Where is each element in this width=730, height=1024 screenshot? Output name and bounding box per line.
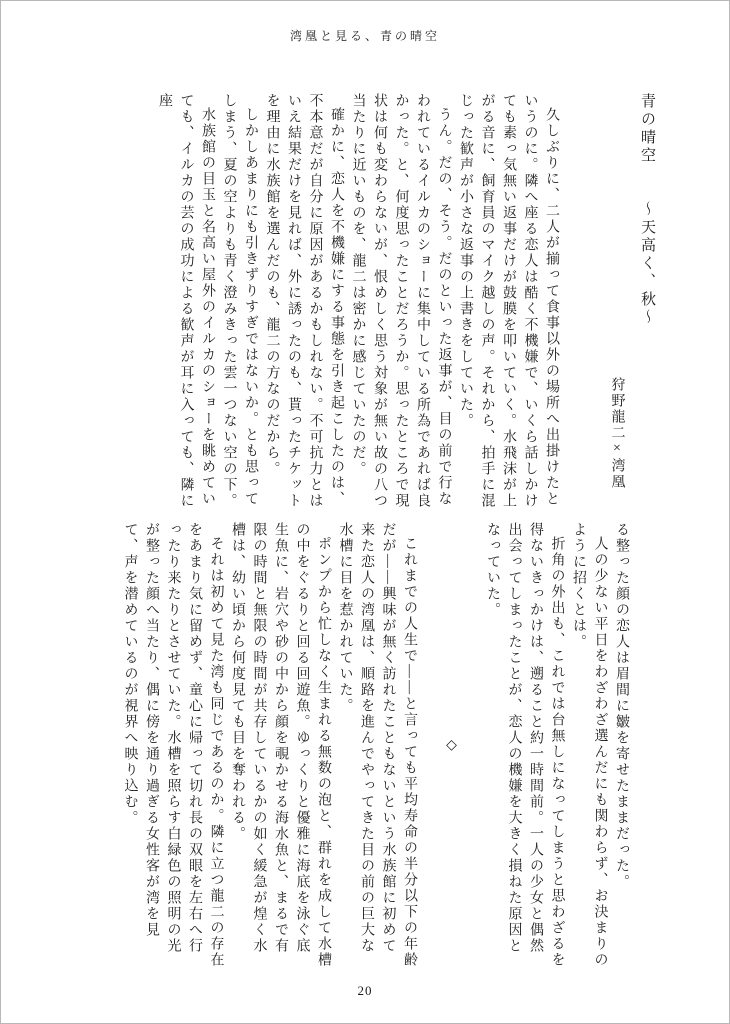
story-paragraph: うん。だの、そう。だのといった返事が、目の前で行なわれているイルカのショーに集中している所為であれば良かった。と、何度思ったことだろうか。思ったところで現状は何も変わらないが、恨めしく思う対象が無い故の八つ当たりに近いものを、龍二は密かに感じていたのだ。	[350, 93, 452, 509]
scene-divider: ◇	[443, 736, 459, 755]
story-paragraph: ポンプから忙しなく生まれる無数の泡と、群れを成して水槽の中をぐるりと回る回遊魚。ゆっくりと優雅に海底を泳ぐ底生魚に、岩穴や砂の中から顔を覗かせる海水魚と、まるで有限の時間と無限の時間が共存しているかの如く緩急が煌く水槽は、幼い頃から何度見ても目を奪われる。	[230, 522, 331, 968]
page-number: 20	[357, 983, 373, 998]
story-paragraph: 久しぶりに、二人が揃って食事以外の場所へ出掛けたというのに。隣へ座る恋人は酷く不機嫌で、いくら話しかけても素っ気無い返事だけが鼓膜を叩いていく。水飛沫が上がる音に、飼育員のマイク越しの声。それから、拍手に混じった歓声が小さな返事の上書きをしていた。	[458, 93, 559, 509]
story-paragraph: 確かに、恋人を不機嫌にする事態を引き起こしたのは、不本意だが自分に原因があるかもしれない。不可抗力とはいえ結果だけを見れば、外に誘ったのも、貰ったチケットを理由に水族館を選んだのも、龍二の方なのだから。	[264, 93, 344, 509]
story-paragraph: る整った顔の恋人は眉間に皺を寄せたままだった。	[614, 522, 629, 890]
story-paragraph: 折角の外出も、これでは台無しになってしまうと思わざるを得ないきっかけは、遡ること約一時間前。一人の少女と偶然出会ってしまったことが、恋人の機嫌を大きく損ねた原因となっていた。	[485, 522, 565, 968]
upper-text-block	[154, 93, 658, 509]
story-paragraph: 人の少ない平日をわざわざ選んだにも関わらず、お決まりのように招くとは。	[571, 522, 608, 968]
story-paragraph: 水族館の目玉と名高い屋外のイルカのショーを眺めていても、イルカの芸の成功による歓声が耳に入っても、隣に座	[157, 93, 215, 509]
story-title: 青の晴空 ～天高く、秋～	[639, 93, 655, 327]
story-paragraph: しかしあまりにも引きずりすぎではないか。とも思ってしまう、夏の空よりも青く澄みきった雲一つない空の下。	[221, 93, 258, 509]
story-pairing: 狩野龍二×湾凰	[609, 377, 625, 490]
lower-text-block	[119, 522, 632, 969]
running-header: 湾凰と見る、青の晴空	[289, 29, 440, 43]
story-paragraph: これまでの人生で――と言っても平均寿命の半分以下の年齢だが――興味が無く訪れたこともないという水族館に初めて来た恋人の湾凰は、順路を進んでやってきた目の前の巨大な水槽に目を惹かれていた。	[337, 522, 417, 968]
story-paragraph: それは初めて見た湾も同じであるのか。隣に立つ龍二の存在をあまり気に留めず、童心に帰って切れ長の双眼を左右へ行ったり来たりとさせていた。水槽を照らす白緑色の照明の光が整った顔へ当たり、偶に傍を通り過ぎる女性客が湾を見て、声を潜めているのが視界へ映り込む。	[122, 522, 224, 968]
